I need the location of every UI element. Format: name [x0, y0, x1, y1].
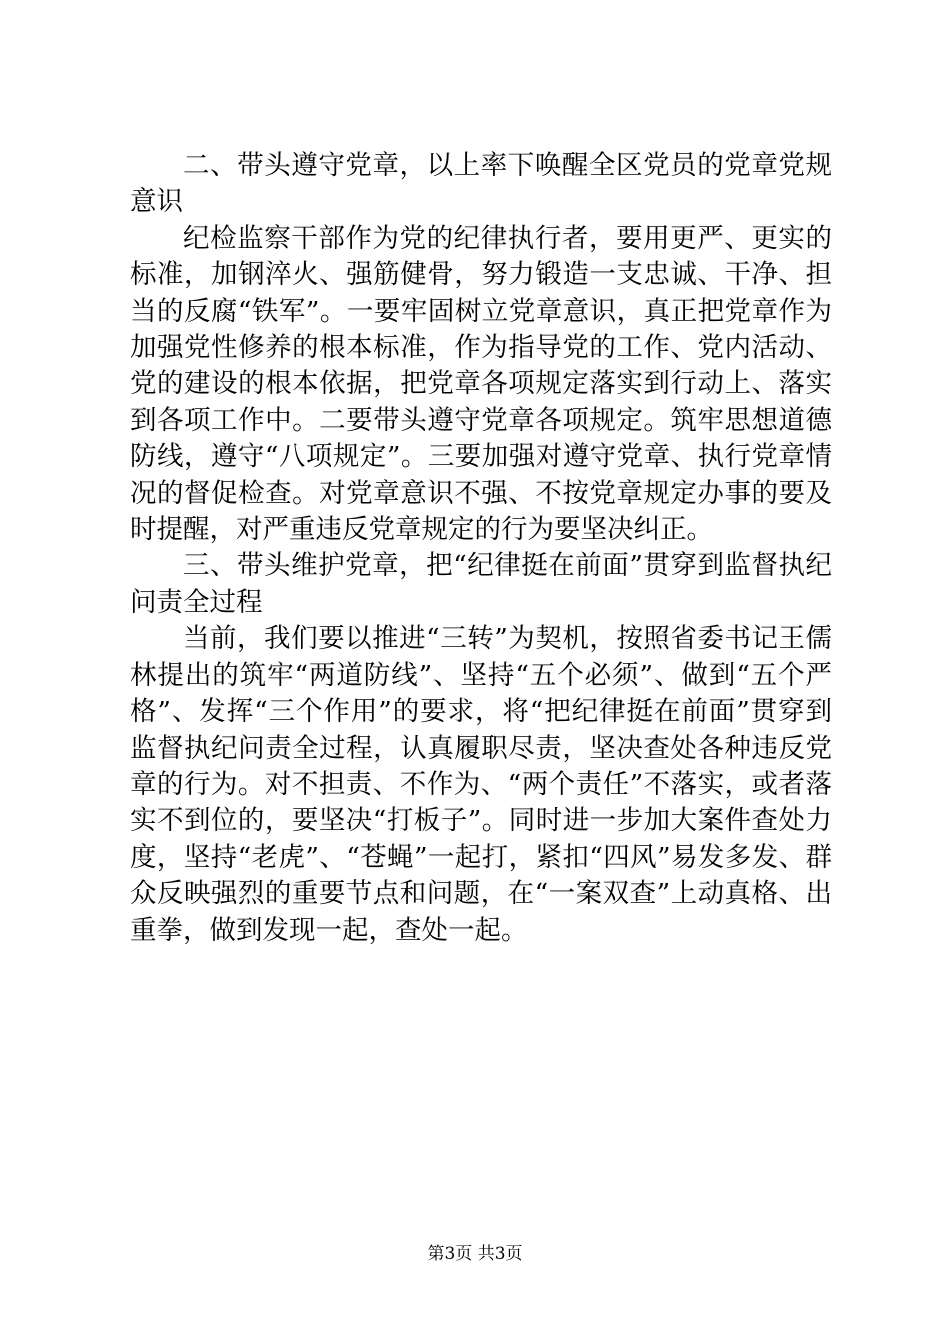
- body-paragraph: 当前，我们要以推进“三转”为契机，按照省委书记王儒林提出的筑牢“两道防线”、坚持“五个必须”、做到“五个严格”、发挥“三个作用”的要求，将“把纪律挺在前面”贯穿到监督执纪问责全过程，认真履职尽责，坚决查处各种违反党章的行为。对不担责、不作为、“两个责任”不落实，或者落实不到位的，要坚决“打板子”。同时进一步加大案件查处力度，坚持“老虎”、“苍蝇”一起打，紧扣“四风”易发多发、群众反映强烈的重要节点和问题，在“一案双查”上动真格、出重拳，做到发现一起，查处一起。: [130, 623, 832, 946]
- body-paragraph: 纪检监察干部作为党的纪律执行者，要用更严、更实的标准，加钢淬火、强筋健骨，努力锻造一支忠诚、干净、担当的反腐“铁军”。一要牢固树立党章意识，真正把党章作为加强党性修养的根本标准，作为指导党的工作、党内活动、党的建设的根本依据，把党章各项规定落实到行动上、落实到各项工作中。二要带头遵守党章各项规定。筑牢思想道德防线，遵守“八项规定”。三要加强对遵守党章、执行党章情况的督促检查。对党章意识不强、不按党章规定办事的要及时提醒，对严重违反党章规定的行为要坚决纠正。: [130, 222, 832, 546]
- section-heading-2: 二、带头遵守党章，以上率下唤醒全区党员的党章党规意识: [130, 150, 832, 218]
- document-body: [130, 148, 832, 949]
- section-heading-3: 三、带头维护党章，把“纪律挺在前面”贯穿到监督执纪问责全过程: [130, 550, 832, 618]
- page-footer: 第3页 共3页: [427, 1244, 523, 1264]
